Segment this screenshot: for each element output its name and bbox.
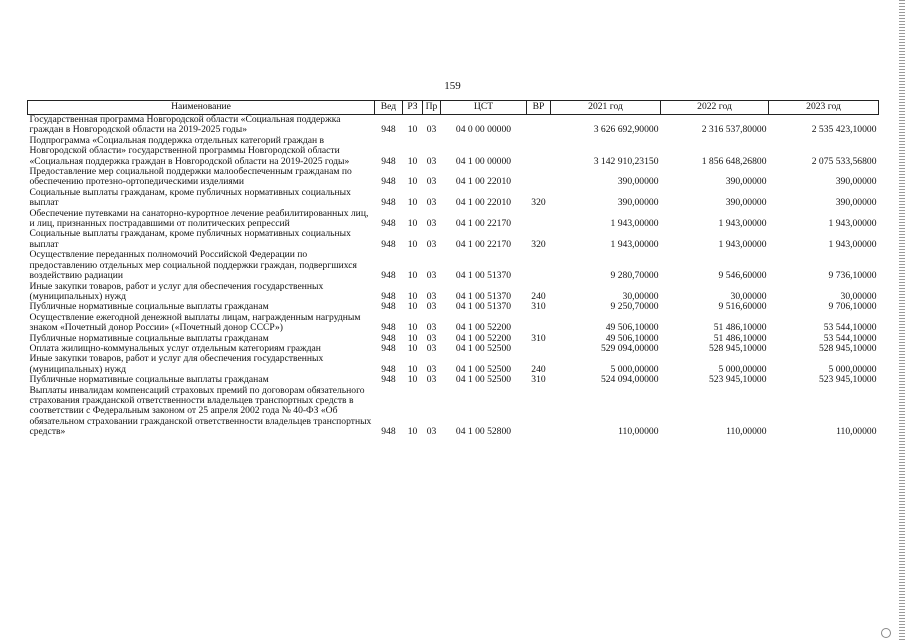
cell-2023: 2 535 423,10000: [811, 124, 877, 136]
cell-2021: 9 280,70000: [610, 270, 659, 282]
cell-2022: 523 945,10000: [708, 374, 767, 386]
cell-2023: 1 943,00000: [828, 238, 877, 250]
cell-ved: 948: [381, 363, 396, 375]
cell-2022: 390,00000: [725, 197, 767, 209]
table-header-row: [28, 101, 879, 115]
cell-pr: 03: [426, 124, 437, 136]
cell-2022: 51 486,10000: [713, 332, 767, 344]
cell-ved: 948: [381, 322, 396, 334]
cell-2022: 1 943,00000: [718, 238, 767, 250]
cell-2023: 9 706,10000: [828, 301, 877, 313]
cell-cst: 04 1 00 52800: [455, 426, 512, 438]
cell-ved: 948: [381, 218, 396, 230]
cell-2023: 523 945,10000: [818, 374, 877, 386]
cell-cst: 04 1 00 52200: [455, 332, 512, 344]
cell-2023: 528 945,10000: [818, 342, 877, 354]
cell-cst: 04 1 00 52200: [455, 322, 512, 334]
cell-rz: 10: [407, 197, 418, 209]
cell-cst: 04 1 00 22010: [455, 197, 512, 209]
cell-vr: 240: [531, 363, 546, 375]
cell-2021: 3 626 692,90000: [593, 124, 659, 136]
cell-name: Обеспечение путевками на санаторно-курортное лечение реабилитированных лиц, и лиц, признанных пострадавшими от политических репрессий: [29, 207, 369, 230]
cell-name: Осуществление ежегодной денежной выплаты лицам, награжденным нагрудным знаком «Почетный донор России» («Почетный донор СССР»): [29, 311, 361, 334]
cell-rz: 10: [407, 363, 418, 375]
cell-cst: 04 1 00 51370: [455, 290, 512, 302]
cell-cst: 04 1 00 51370: [455, 301, 512, 313]
cell-cst: 04 1 00 22170: [455, 238, 512, 250]
header-vr: ВР: [527, 101, 551, 115]
cell-pr: 03: [426, 426, 437, 438]
cell-rz: 10: [407, 342, 418, 354]
cell-2022: 51 486,10000: [713, 322, 767, 334]
cell-pr: 03: [426, 374, 437, 386]
cell-name: Публичные нормативные социальные выплаты гражданам: [29, 374, 269, 386]
cell-vr: [527, 167, 551, 188]
cell-name: Социальные выплаты гражданам, кроме публичных нормативных социальных выплат: [29, 228, 351, 250]
cell-cst: 04 1 00 22170: [455, 218, 512, 230]
table-body: [28, 115, 879, 438]
cell-name: Государственная программа Новгородской области «Социальная поддержка граждан в Новгородской области на 2019-2025 годы»: [29, 114, 341, 136]
cell-rz: 10: [407, 374, 418, 386]
page-number: 159: [444, 80, 461, 92]
cell-rz: 10: [407, 176, 418, 188]
table-row: [28, 313, 879, 334]
table-row: [28, 375, 879, 385]
cell-pr: 03: [426, 155, 437, 167]
cell-vr: 310: [531, 301, 546, 313]
cell-pr: 03: [426, 290, 437, 302]
cell-ved: 948: [381, 332, 396, 344]
cell-vr: [527, 115, 551, 136]
cell-ved: 948: [381, 197, 396, 209]
cell-2021: 30,00000: [622, 290, 659, 302]
cell-2022: 390,00000: [725, 176, 767, 188]
cell-2021: 1 943,00000: [610, 218, 659, 230]
table-row: [28, 188, 879, 209]
cell-2022: 30,00000: [730, 290, 767, 302]
cell-rz: 10: [407, 290, 418, 302]
cell-2022: 110,00000: [726, 426, 767, 438]
cell-name: Выплаты инвалидам компенсаций страховых премий по договорам обязательного страхования гражданской ответственности владельцев транспортных средств в соответствии с Федеральным законом от 25 апреля 2002 года № 40-ФЗ «Об обязательном страховании гражданской ответственности владельцев транспортных средств»: [29, 384, 372, 438]
cell-2021: 49 506,10000: [605, 322, 659, 334]
cell-rz: 10: [407, 238, 418, 250]
cell-rz: 10: [407, 155, 418, 167]
cell-2021: 5 000,00000: [610, 363, 659, 375]
cell-pr: 03: [426, 238, 437, 250]
cell-2023: 390,00000: [835, 197, 877, 209]
table-row: [28, 167, 879, 188]
cell-cst: 04 1 00 22010: [455, 176, 512, 188]
cell-pr: 03: [426, 322, 437, 334]
cell-2021: 49 506,10000: [605, 332, 659, 344]
cell-name: Социальные выплаты гражданам, кроме публичных нормативных социальных выплат: [29, 186, 351, 209]
cell-name: Предоставление мер социальной поддержки малообеспеченным гражданам по обеспечению протезно-ортопедическими изделиями: [29, 166, 352, 188]
cell-ved: 948: [381, 342, 396, 354]
cell-2021: 110,00000: [618, 426, 659, 438]
table-row: [28, 229, 879, 250]
table-row: [28, 386, 879, 438]
cell-vr: [527, 136, 551, 167]
cell-name: Публичные нормативные социальные выплаты гражданам: [29, 332, 269, 344]
cell-2021: 390,00000: [617, 176, 659, 188]
cell-rz: 10: [407, 301, 418, 313]
cell-rz: 10: [407, 218, 418, 230]
cell-2023: 30,00000: [840, 290, 877, 302]
header-name: Наименование: [28, 101, 375, 115]
cell-vr: 240: [531, 290, 546, 302]
header-2023: 2023 год: [769, 101, 879, 115]
cell-pr: 03: [426, 342, 437, 354]
corner-mark: [881, 628, 891, 638]
table-row: [28, 250, 879, 281]
header-2021: 2021 год: [551, 101, 661, 115]
cell-2023: 53 544,10000: [823, 322, 877, 334]
table-row: [28, 209, 879, 230]
cell-rz: 10: [407, 124, 418, 136]
cell-name: Публичные нормативные социальные выплаты гражданам: [29, 301, 269, 313]
cell-2022: 1 856 648,26800: [701, 155, 767, 167]
cell-name: Оплата жилищно-коммунальных услуг отдельным категориям граждан: [29, 342, 321, 354]
cell-pr: 03: [426, 270, 437, 282]
cell-ved: 948: [381, 374, 396, 386]
cell-vr: 320: [531, 197, 546, 209]
cell-2023: 9 736,10000: [828, 270, 877, 282]
cell-ved: 948: [381, 124, 396, 136]
cell-name: Иные закупки товаров, работ и услуг для обеспечения государственных (муниципальных) нужд: [29, 353, 324, 375]
cell-ved: 948: [381, 270, 396, 282]
header-2022: 2022 год: [661, 101, 769, 115]
cell-ved: 948: [381, 290, 396, 302]
cell-2023: 390,00000: [835, 176, 877, 188]
table-row: [28, 115, 879, 136]
header-rz: РЗ: [403, 101, 423, 115]
cell-ved: 948: [381, 176, 396, 188]
header-pr: Пр: [423, 101, 441, 115]
cell-cst: 04 1 00 52500: [455, 374, 512, 386]
cell-vr: 310: [531, 374, 546, 386]
cell-2021: 390,00000: [617, 197, 659, 209]
cell-vr: 320: [531, 238, 546, 250]
cell-pr: 03: [426, 363, 437, 375]
cell-ved: 948: [381, 238, 396, 250]
budget-table: [27, 100, 879, 438]
cell-vr: [527, 386, 551, 438]
cell-vr: [527, 250, 551, 281]
cell-cst: 04 1 00 00000: [455, 155, 512, 167]
cell-pr: 03: [426, 332, 437, 344]
cell-vr: [527, 313, 551, 334]
cell-pr: 03: [426, 218, 437, 230]
cell-cst: 04 1 00 51370: [455, 270, 512, 282]
cell-pr: 03: [426, 301, 437, 313]
cell-ved: 948: [381, 301, 396, 313]
cell-ved: 948: [381, 426, 396, 438]
scan-edge: [899, 0, 905, 640]
cell-2021: 9 250,70000: [610, 301, 659, 313]
cell-ved: 948: [381, 155, 396, 167]
cell-vr: [527, 209, 551, 230]
header-cst: ЦСТ: [441, 101, 527, 115]
cell-cst: 04 1 00 52500: [455, 342, 512, 354]
cell-vr: [527, 344, 551, 354]
cell-2023: 1 943,00000: [828, 218, 877, 230]
cell-cst: 04 0 00 00000: [455, 124, 512, 136]
cell-name: Подпрограмма «Социальная поддержка отдельных категорий граждан в Новгородской области» государственной программы Новгородской области «Социальная поддержка граждан в Новгородской области на 2019-2025 годы»: [29, 134, 350, 167]
table-row: [28, 354, 879, 375]
cell-2021: 3 142 910,23150: [593, 155, 659, 167]
cell-vr: 310: [531, 332, 546, 344]
table-row: [28, 136, 879, 167]
cell-name: Осуществление переданных полномочий Российской Федерации по предоставлению отдельных мер социальной поддержки граждан, подвергшихся воздействию радиации: [29, 249, 357, 282]
cell-rz: 10: [407, 270, 418, 282]
cell-2022: 2 316 537,80000: [701, 124, 767, 136]
table-row: [28, 282, 879, 303]
cell-2021: 1 943,00000: [610, 238, 659, 250]
cell-2023: 5 000,00000: [828, 363, 877, 375]
cell-2022: 1 943,00000: [718, 218, 767, 230]
cell-2021: 529 094,00000: [600, 342, 659, 354]
cell-rz: 10: [407, 426, 418, 438]
cell-2023: 110,00000: [836, 426, 877, 438]
cell-2022: 528 945,10000: [708, 342, 767, 354]
cell-2023: 53 544,10000: [823, 332, 877, 344]
header-ved: Вед: [375, 101, 403, 115]
cell-2022: 9 546,60000: [718, 270, 767, 282]
cell-2021: 524 094,00000: [600, 374, 659, 386]
cell-2023: 2 075 533,56800: [811, 155, 877, 167]
cell-cst: 04 1 00 52500: [455, 363, 512, 375]
cell-pr: 03: [426, 197, 437, 209]
cell-2022: 9 516,60000: [718, 301, 767, 313]
cell-rz: 10: [407, 322, 418, 334]
cell-pr: 03: [426, 176, 437, 188]
cell-name: Иные закупки товаров, работ и услуг для обеспечения государственных (муниципальных) нужд: [29, 280, 324, 302]
cell-rz: 10: [407, 332, 418, 344]
cell-2022: 5 000,00000: [718, 363, 767, 375]
